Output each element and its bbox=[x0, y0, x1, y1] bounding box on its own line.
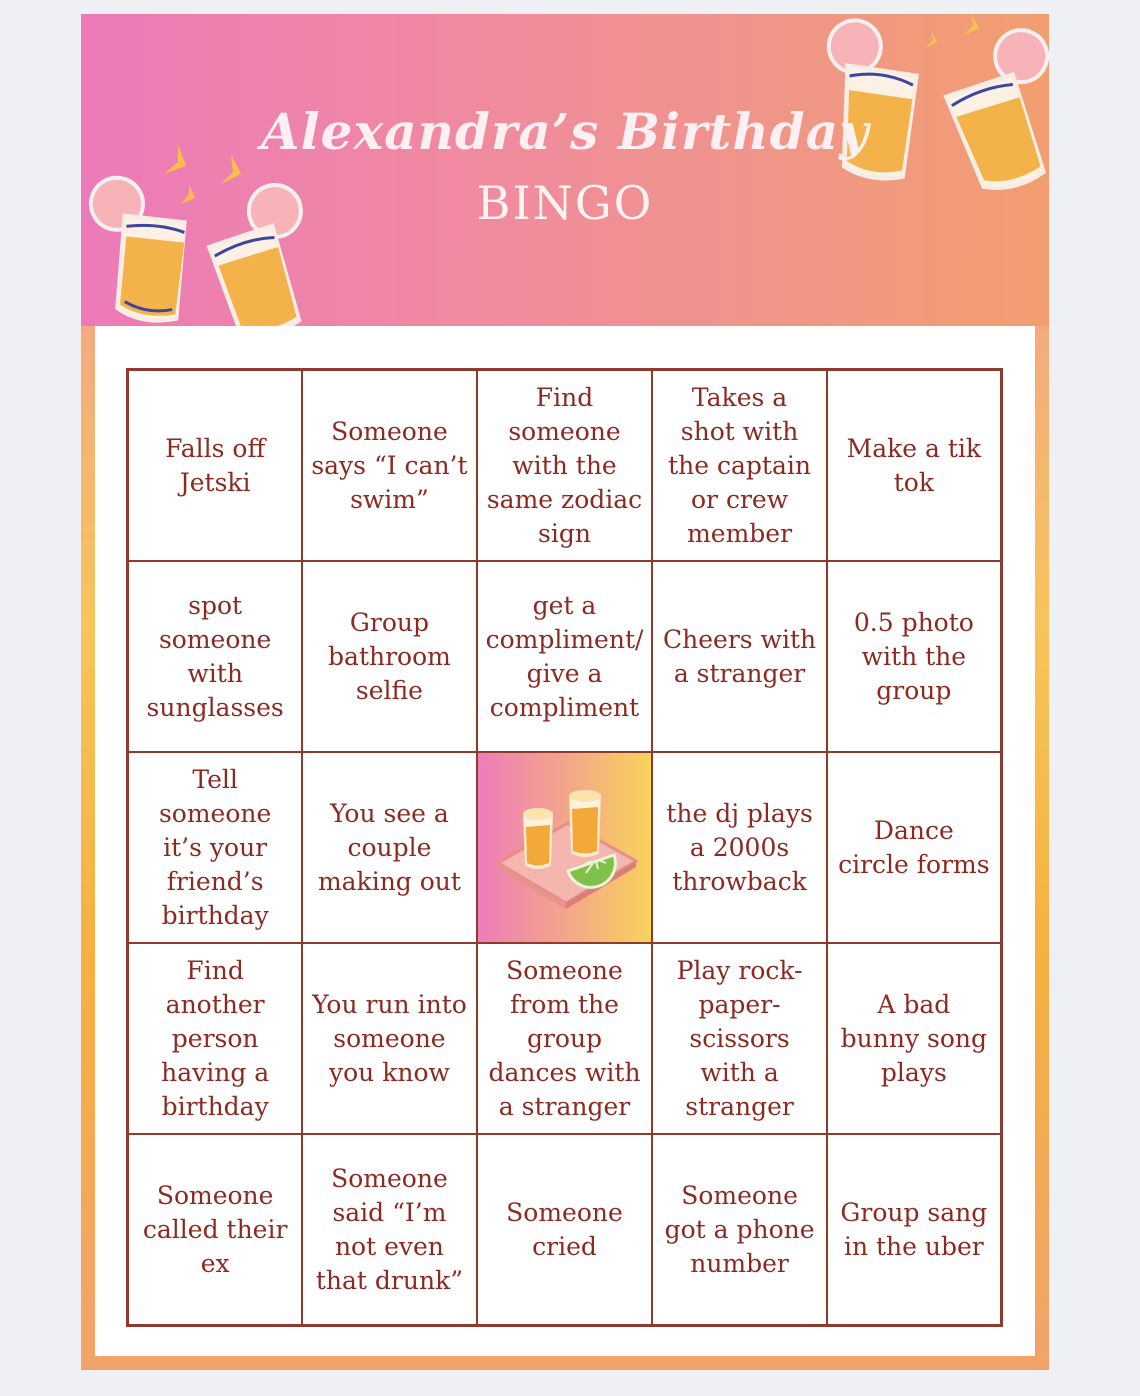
bingo-cell: Takes a shot with the captain or crew member bbox=[652, 370, 826, 561]
bingo-cell: 0.5 photo with the group bbox=[827, 561, 1001, 752]
bingo-cell: Someone says “I can’t swim” bbox=[302, 370, 476, 561]
bingo-grid bbox=[126, 368, 1003, 1327]
header-banner bbox=[81, 14, 1049, 326]
bingo-cell: Tell someone it’s your friend’s birthday bbox=[128, 752, 302, 943]
bingo-cell: A bad bunny song plays bbox=[827, 943, 1001, 1134]
bingo-cell: Find someone with the same zodiac sign bbox=[477, 370, 653, 561]
bingo-cell: Find another person having a birthday bbox=[128, 943, 302, 1134]
tequila-shots-with-lime-icon bbox=[490, 783, 640, 913]
bingo-cell: Group sang in the uber bbox=[827, 1134, 1001, 1325]
bingo-cell: Group bathroom selfie bbox=[302, 561, 476, 752]
bingo-cell: Make a tik tok bbox=[827, 370, 1001, 561]
free-space-cell bbox=[477, 752, 653, 943]
bingo-cell: You run into someone you know bbox=[302, 943, 476, 1134]
bingo-cell: Someone got a phone number bbox=[652, 1134, 826, 1325]
bingo-cell: Someone from the group dances with a stranger bbox=[477, 943, 653, 1134]
bingo-cell: Cheers with a stranger bbox=[652, 561, 826, 752]
bingo-cell: the dj plays a 2000s throwback bbox=[652, 752, 826, 943]
bingo-cell: Play rock-paper-scissors with a stranger bbox=[652, 943, 826, 1134]
bingo-cell: Someone cried bbox=[477, 1134, 653, 1325]
bingo-cell: Dance circle forms bbox=[827, 752, 1001, 943]
page-subtitle: BINGO bbox=[476, 176, 654, 230]
bingo-cell: You see a couple making out bbox=[302, 752, 476, 943]
bingo-cell: Someone said “I’m not even that drunk” bbox=[302, 1134, 476, 1325]
bingo-cell: spot someone with sunglasses bbox=[128, 561, 302, 752]
bingo-cell: Falls off Jetski bbox=[128, 370, 302, 561]
bingo-cell: Someone called their ex bbox=[128, 1134, 302, 1325]
page-title: Alexandra’s Birthday bbox=[260, 102, 870, 161]
bingo-cell: get a compliment/ give a compliment bbox=[477, 561, 653, 752]
